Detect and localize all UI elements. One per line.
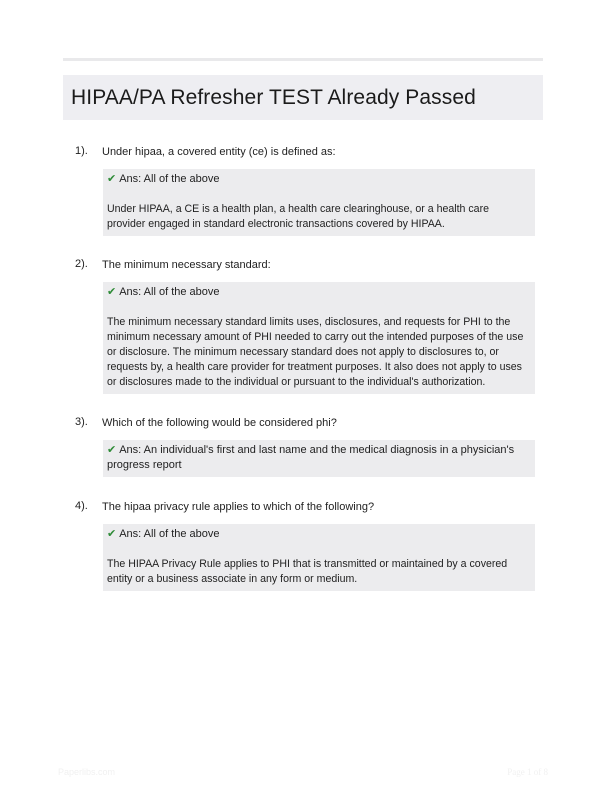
check-icon: ✔ [107, 444, 117, 456]
question-number: 1). [75, 145, 88, 157]
answer-line [107, 172, 529, 187]
title-banner [63, 75, 543, 120]
answer-box [103, 440, 535, 477]
question-text: The minimum necessary standard: [102, 259, 271, 271]
answer-text: Ans: An individual's first and last name and the medical diagnosis in a physician's progress report [107, 444, 515, 471]
answer-explanation: The HIPAA Privacy Rule applies to PHI that is transmitted or maintained by a covered entity or a business associate in any form or medium. [107, 558, 508, 585]
question-text: The hipaa privacy rule applies to which of the following? [102, 501, 375, 513]
answer-text: Ans: All of the above [119, 173, 220, 185]
top-divider [63, 58, 543, 61]
question-text: Under hipaa, a covered entity (ce) is defined as: [102, 146, 336, 158]
page-number: Page 1 of 8 [507, 767, 548, 777]
question-text: Which of the following would be considered phi? [102, 417, 337, 429]
footer-site-watermark: Paperlibs.com [58, 767, 116, 777]
question-number: 4). [75, 500, 88, 512]
answer-box [103, 282, 535, 394]
answer-explanation: Under HIPAA, a CE is a health plan, a health care clearinghouse, or a health care provider engaged in standard electronic transactions covered by HIPAA. [107, 203, 489, 230]
answer-box [103, 524, 535, 591]
check-icon: ✔ [107, 528, 117, 540]
answer-box [103, 169, 535, 236]
question-number: 3). [75, 416, 88, 428]
check-icon: ✔ [107, 286, 117, 298]
answer-explanation: The minimum necessary standard limits uses, disclosures, and requests for PHI to the minimum necessary amount of PHI needed to carry out the intended purposes of the use or disclosure. The minimum necessary standard does not apply to disclosures to, or requests by, a health care provider for treatment purposes. It also does not apply to uses or disclosures made to the individual or pursuant to the individual's authorization. [107, 316, 524, 388]
answer-line [107, 527, 529, 542]
page-title: HIPAA/PA Refresher TEST Already Passed [71, 85, 476, 109]
answer-text: Ans: All of the above [119, 286, 220, 298]
check-icon: ✔ [107, 173, 117, 185]
question-number: 2). [75, 258, 88, 270]
answer-text: Ans: All of the above [119, 528, 220, 540]
answer-line [107, 285, 529, 300]
answer-line [107, 443, 529, 473]
